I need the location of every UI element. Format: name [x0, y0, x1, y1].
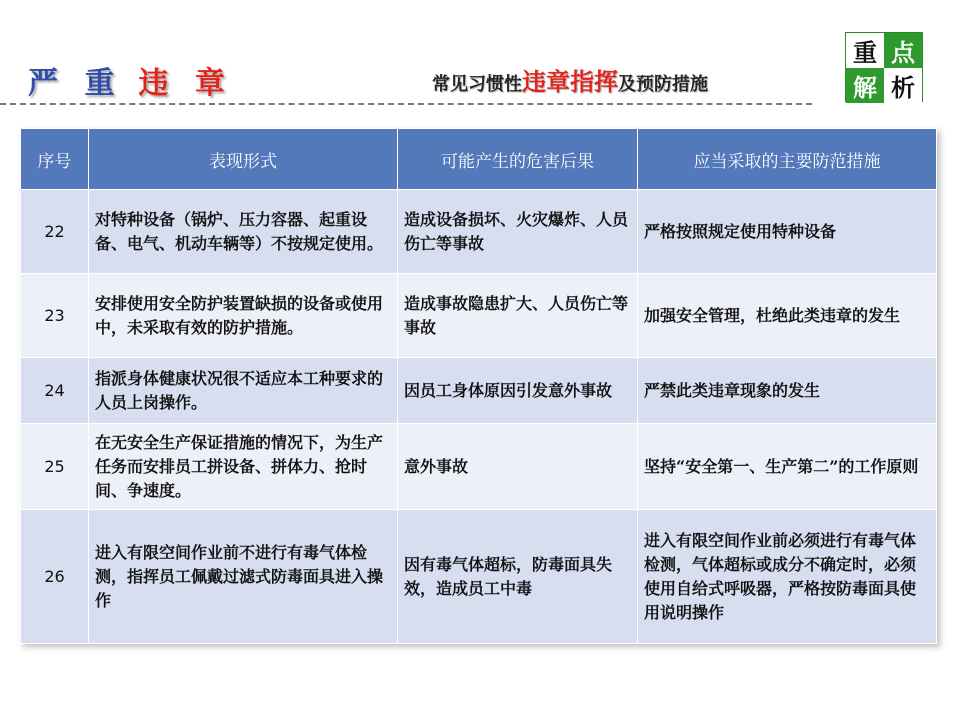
row-measure: 坚持“安全第一、生产第二”的工作原则 — [638, 424, 937, 510]
row-form: 指派身体健康状况很不适应本工种要求的人员上岗操作。 — [89, 358, 398, 424]
table-header-row — [21, 129, 937, 190]
section-title-part1: 严 重 — [28, 66, 123, 101]
badge-char-3: 解 — [846, 68, 884, 103]
row-harm: 造成设备损坏、火灾爆炸、人员伤亡等事故 — [398, 190, 638, 274]
row-number: 26 — [21, 510, 89, 644]
badge-char-4: 析 — [884, 68, 922, 103]
badge-char-1: 重 — [846, 33, 884, 68]
row-form: 进入有限空间作业前不进行有毒气体检测，指挥员工佩戴过滤式防毒面具进入操作 — [89, 510, 398, 644]
header-divider — [0, 103, 812, 105]
row-number: 24 — [21, 358, 89, 424]
row-measure: 进入有限空间作业前必须进行有毒气体检测，气体超标或成分不确定时，必须使用自给式呼吸器，严格按防毒面具使用说明操作 — [638, 510, 937, 644]
row-measure: 加强安全管理，杜绝此类违章的发生 — [638, 274, 937, 358]
row-harm: 因有毒气体超标，防毒面具失效，造成员工中毒 — [398, 510, 638, 644]
column-header-harm: 可能产生的危害后果 — [398, 129, 638, 190]
page-title — [432, 62, 708, 97]
row-measure: 严格按照规定使用特种设备 — [638, 190, 937, 274]
section-title-part2: 违 章 — [138, 66, 233, 101]
row-harm: 因员工身体原因引发意外事故 — [398, 358, 638, 424]
section-title — [28, 58, 233, 102]
table-row — [21, 358, 937, 424]
badge-char-2: 点 — [884, 33, 922, 68]
table-row — [21, 510, 937, 644]
row-number: 22 — [21, 190, 89, 274]
page-title-prefix: 常见习惯性 — [432, 74, 522, 95]
row-form: 安排使用安全防护装置缺损的设备或使用中，未采取有效的防护措施。 — [89, 274, 398, 358]
column-header-number: 序号 — [21, 129, 89, 190]
row-harm: 意外事故 — [398, 424, 638, 510]
page-title-suffix: 及预防措施 — [618, 74, 708, 95]
row-number: 25 — [21, 424, 89, 510]
key-analysis-badge — [845, 32, 923, 102]
row-measure: 严禁此类违章现象的发生 — [638, 358, 937, 424]
page-title-highlight: 违章指挥 — [522, 68, 618, 96]
column-header-measure: 应当采取的主要防范措施 — [638, 129, 937, 190]
table-row — [21, 274, 937, 358]
row-form: 在无安全生产保证措施的情况下，为生产任务而安排员工拼设备、拼体力、抢时间、争速度。 — [89, 424, 398, 510]
violations-table — [20, 128, 937, 644]
table-row — [21, 190, 937, 274]
row-form: 对特种设备（锅炉、压力容器、起重设备、电气、机动车辆等）不按规定使用。 — [89, 190, 398, 274]
row-harm: 造成事故隐患扩大、人员伤亡等事故 — [398, 274, 638, 358]
row-number: 23 — [21, 274, 89, 358]
table-row — [21, 424, 937, 510]
column-header-form: 表现形式 — [89, 129, 398, 190]
